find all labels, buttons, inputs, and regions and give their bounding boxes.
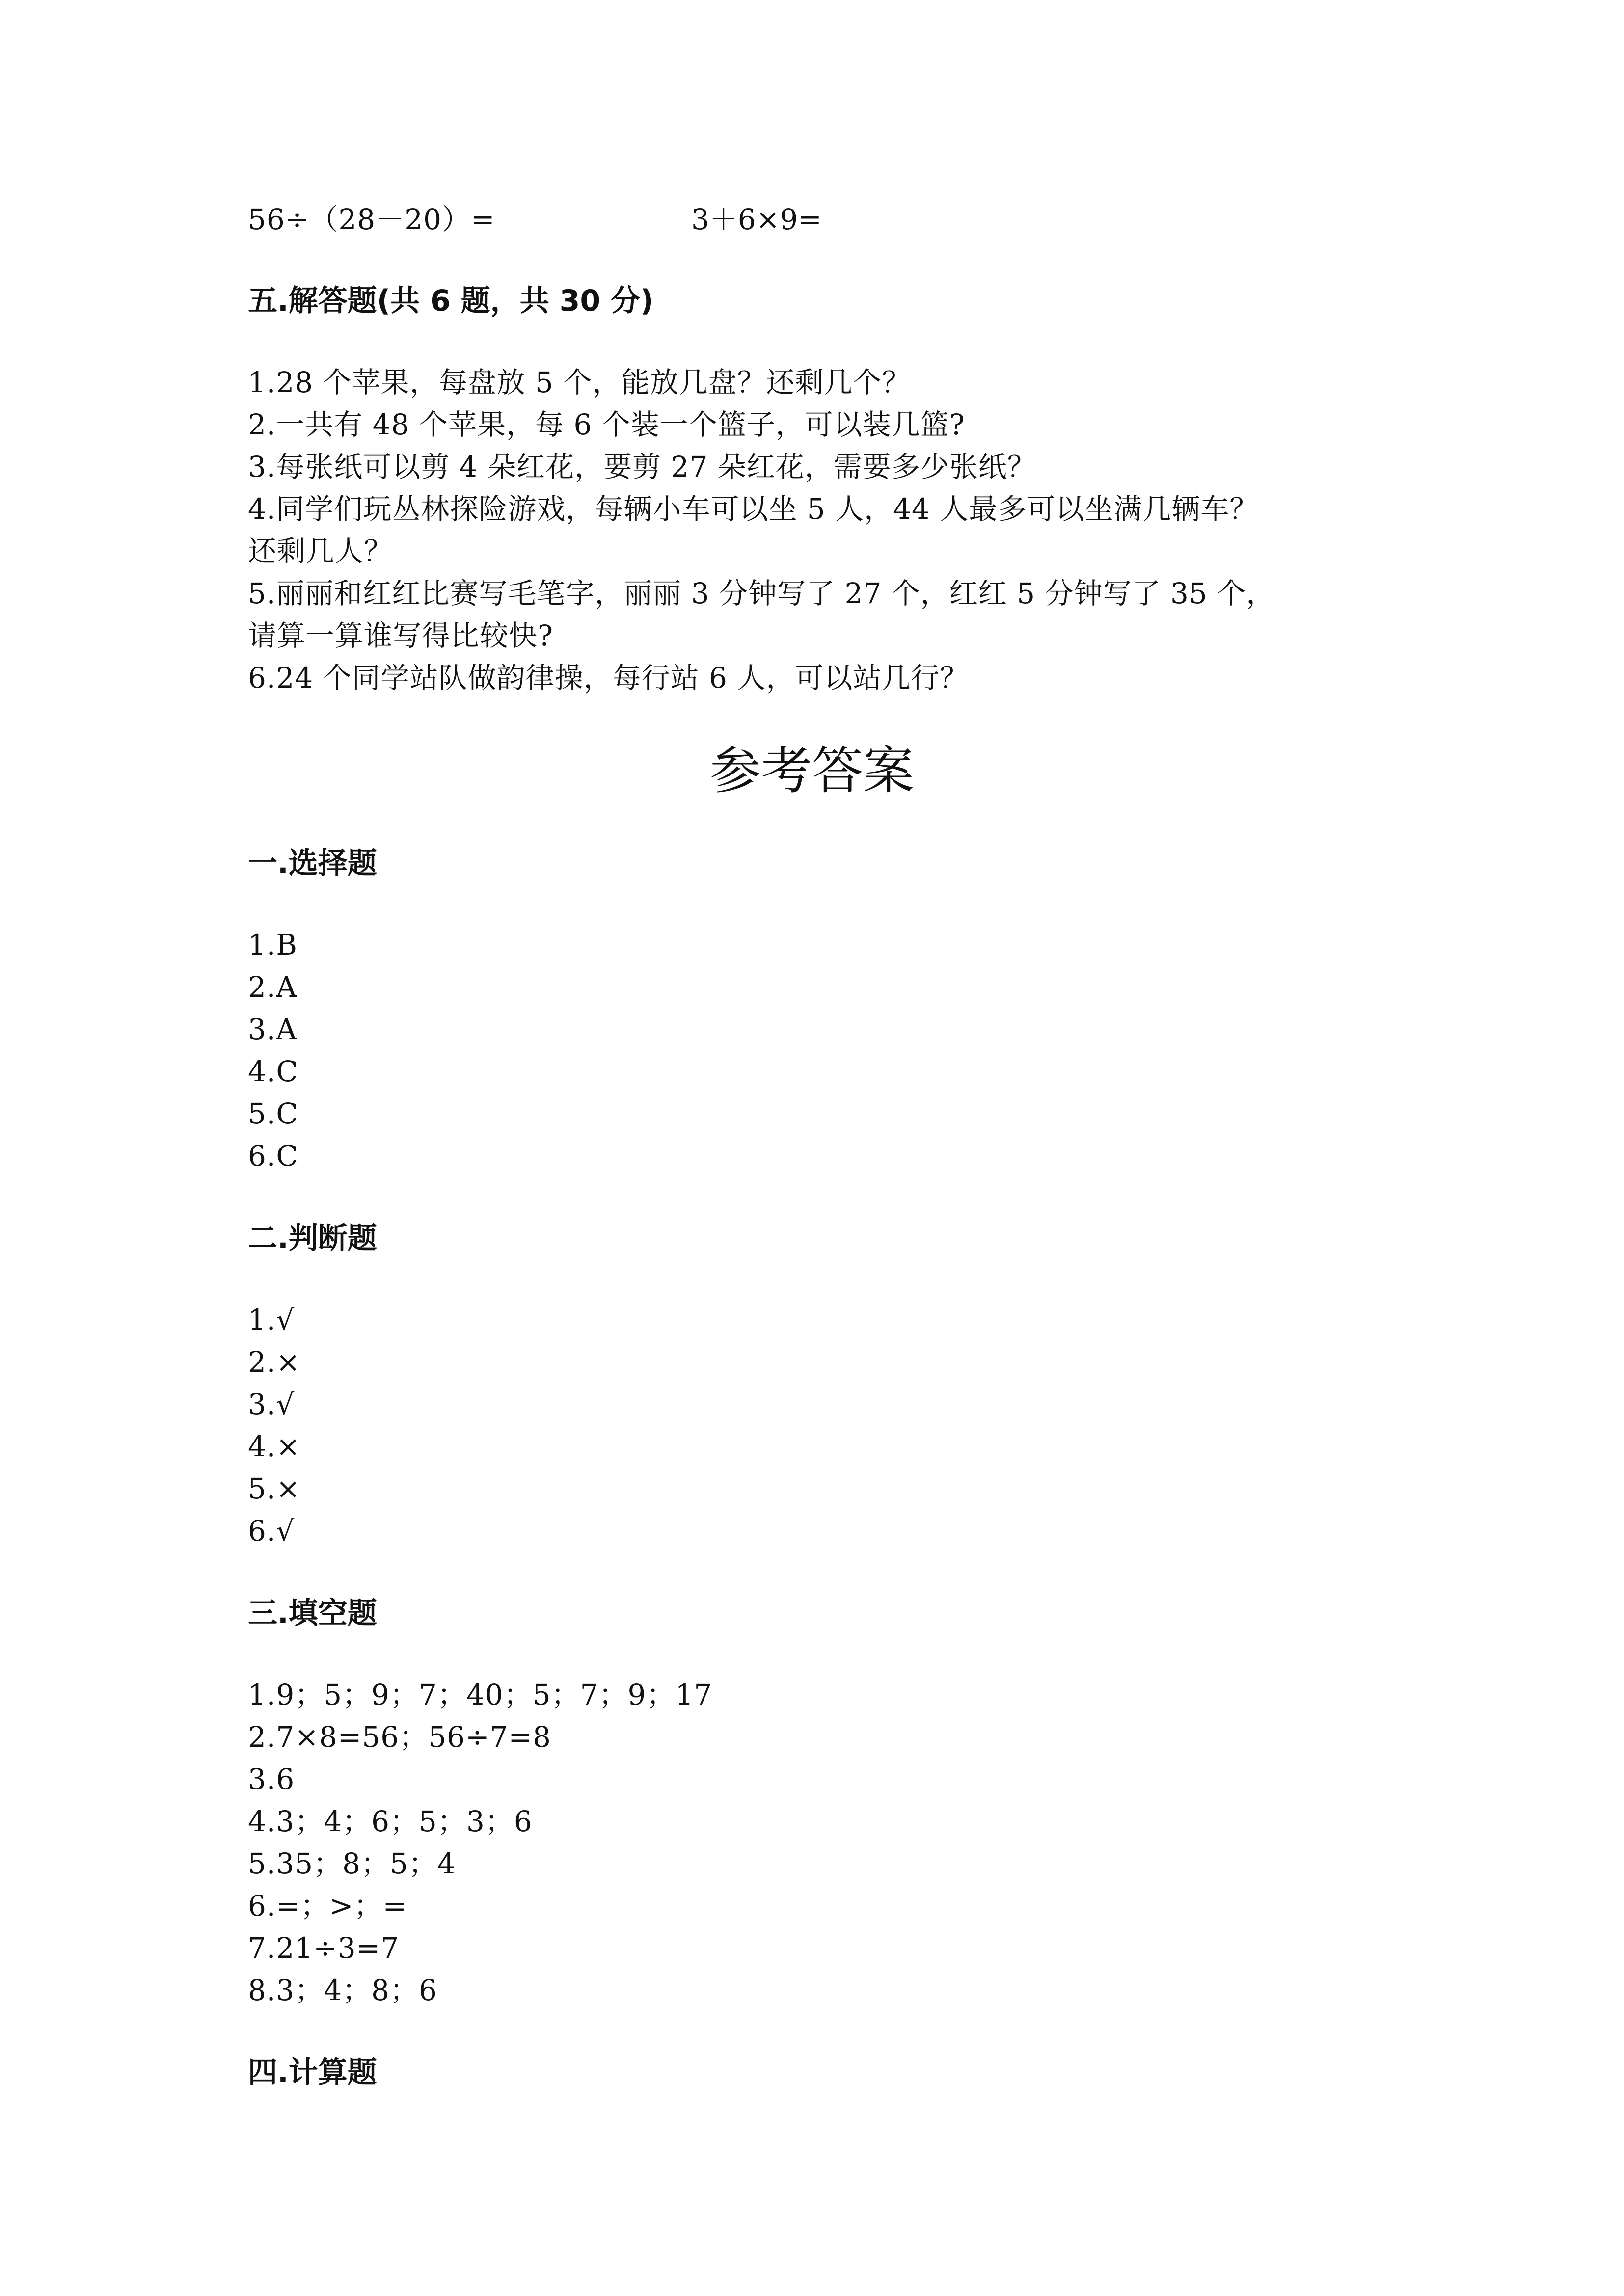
answer-item: 6.=；>；= [248, 1889, 407, 1922]
answer-item: 1.B [248, 928, 298, 961]
section-heading-calc: 四.计算题 [248, 2056, 377, 2090]
answer-item: 8.3；4；8；6 [248, 1974, 437, 2007]
problem-line: 4.同学们玩丛林探险游戏，每辆小车可以坐 5 人，44 人最多可以坐满几辆车？ [248, 492, 1259, 526]
answer-item: 5.C [248, 1097, 298, 1130]
section-heading-choice: 一.选择题 [248, 846, 377, 881]
answer-item: 3.6 [248, 1762, 295, 1796]
answer-item: 6.√ [248, 1514, 295, 1548]
problem-line: 5.丽丽和红红比赛写毛笔字，丽丽 3 分钟写了 27 个，红红 5 分钟写了 35 个， [248, 577, 1275, 610]
section-heading-judge: 二.判断题 [248, 1221, 377, 1255]
problem-line: 6.24 个同学站队做韵律操，每行站 6 人，可以站几行？ [248, 661, 969, 694]
calc-expression-right: 3＋6×9= [691, 203, 822, 236]
answer-item: 3.√ [248, 1388, 295, 1421]
calc-expression-left: 56÷（28－20）= [248, 203, 495, 236]
answer-item: 1.√ [248, 1303, 295, 1336]
answer-item: 1.9；5；9；7；40；5；7；9；17 [248, 1678, 713, 1711]
answer-item: 7.21÷3=7 [248, 1931, 400, 1965]
section-heading-fill: 三.填空题 [248, 1596, 377, 1630]
problem-line: 3.每张纸可以剪 4 朵红花，要剪 27 朵红花，需要多少张纸？ [248, 450, 1036, 483]
answer-item: 2.7×8=56；56÷7=8 [248, 1720, 551, 1754]
answer-item: 4.3；4；6；5；3；6 [248, 1805, 533, 1838]
problem-line: 还剩几人？ [248, 534, 393, 568]
answer-item: 6.C [248, 1139, 298, 1173]
answer-item: 4.× [248, 1430, 300, 1463]
answer-item: 3.A [248, 1013, 298, 1046]
answers-title: 参考答案 [709, 741, 914, 801]
answer-item: 2.× [248, 1345, 300, 1379]
answer-item: 4.C [248, 1055, 298, 1088]
problem-line: 请算一算谁写得比较快? [248, 619, 554, 652]
section-heading-word-problems: 五.解答题(共 6 题，共 30 分) [248, 284, 654, 318]
answer-item: 5.× [248, 1472, 300, 1505]
answer-item: 2.A [248, 970, 298, 1004]
problem-line: 1.28 个苹果，每盘放 5 个，能放几盘？还剩几个？ [248, 366, 911, 399]
problem-line: 2.一共有 48 个苹果，每 6 个装一个篮子，可以装几篮? [248, 408, 965, 441]
answer-item: 5.35；8；5；4 [248, 1847, 456, 1880]
